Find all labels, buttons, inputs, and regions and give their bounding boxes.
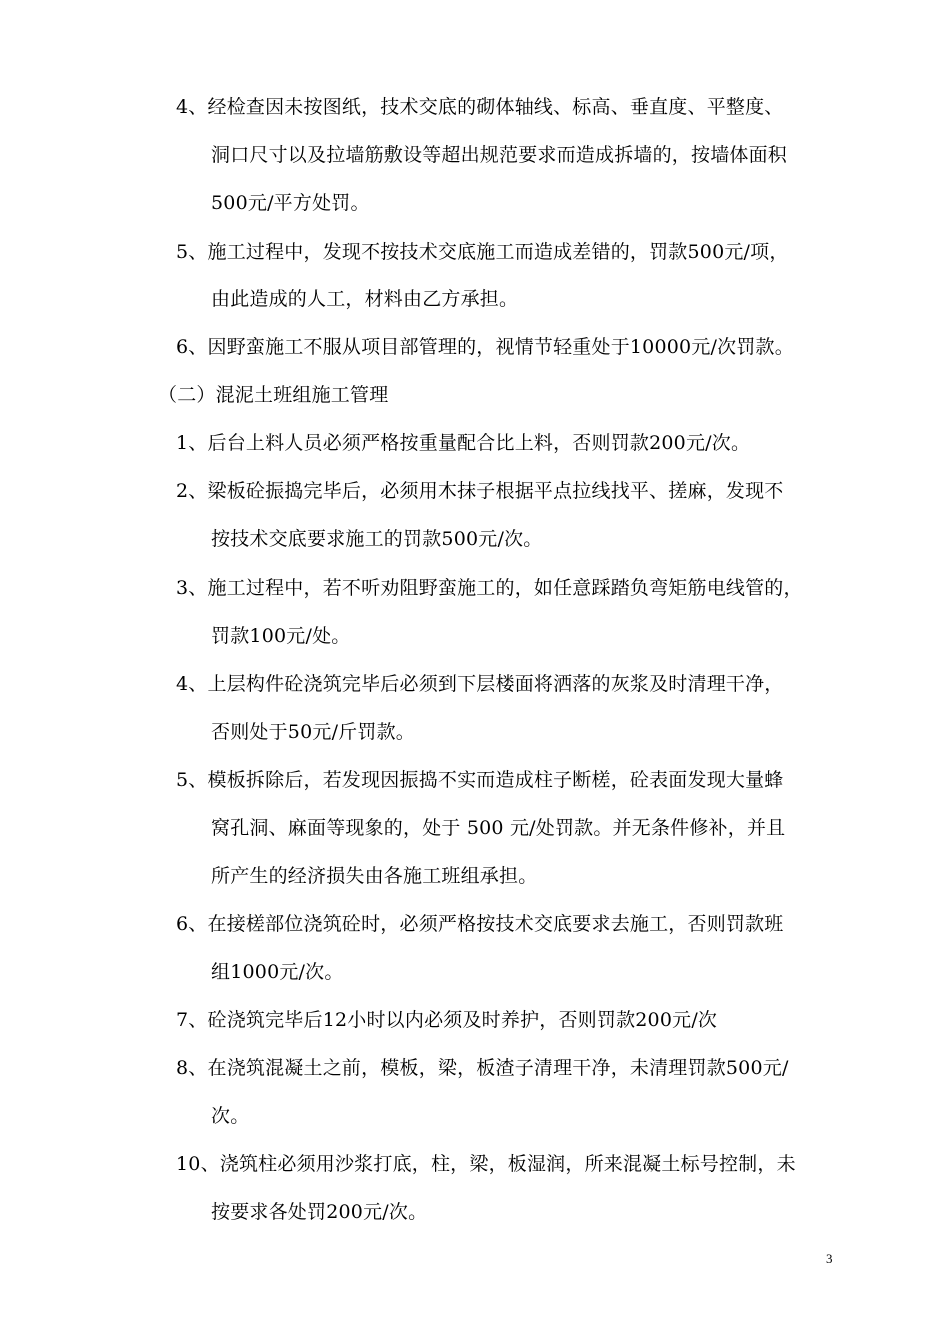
text-line-4: 5、施工过程中，发现不按技术交底施工而造成差错的，罚款500元/项， [176,241,789,263]
text-line-24: 按要求各处罚200元/次。 [211,1201,428,1223]
text-line-10: 按技术交底要求施工的罚款500元/次。 [211,528,543,550]
text-line-17: 所产生的经济损失由各施工班组承担。 [211,865,538,887]
text-line-21: 8、在浇筑混凝土之前，模板，梁，板渣子清理干净，未清理罚款500元/ [176,1057,789,1079]
text-line-5: 由此造成的人工，材料由乙方承担。 [211,288,519,310]
text-line-15: 5、模板拆除后，若发现因振捣不实而造成柱子断槎，砼表面发现大量蜂 [176,769,784,791]
page-number: 3 [826,1251,833,1266]
text-line-23: 10、浇筑柱必须用沙浆打底，柱，梁，板湿润，所来混凝土标号控制，未 [176,1153,796,1175]
text-line-19: 组1000元/次。 [211,961,344,983]
text-line-20: 7、砼浇筑完毕后12小时以内必须及时养护，否则罚款200元/次 [176,1009,718,1031]
text-line-1: 4、经检查因未按图纸，技术交底的砌体轴线、标高、垂直度、平整度、 [176,96,784,118]
text-line-2: 洞口尺寸以及拉墙筋敷设等超出规范要求而造成拆墙的，按墙体面积 [211,144,788,166]
text-line-9: 2、梁板砼振捣完毕后，必须用木抹子根据平点拉线找平、搓麻，发现不 [176,480,784,502]
text-line-13: 4、上层构件砼浇筑完毕后必须到下层楼面将洒落的灰浆及时清理干净， [176,673,784,695]
text-line-6: 6、因野蛮施工不服从项目部管理的，视情节轻重处于10000元/次罚款。 [176,336,794,358]
section-heading: （二）混泥土班组施工管理 [158,384,389,406]
text-line-3: 500元/平方处罚。 [211,192,370,214]
text-line-16: 窝孔洞、麻面等现象的，处于 500 元/处罚款。并无条件修补，并且 [211,817,786,839]
text-line-8: 1、后台上料人员必须严格按重量配合比上料，否则罚款200元/次。 [176,432,751,454]
text-line-18: 6、在接槎部位浇筑砼时，必须严格按技术交底要求去施工，否则罚款班 [176,913,784,935]
text-line-22: 次。 [211,1105,250,1127]
text-line-11: 3、施工过程中，若不听劝阻野蛮施工的，如任意踩踏负弯矩筋电线管的， [176,577,803,599]
text-line-12: 罚款100元/处。 [211,625,351,647]
text-line-14: 否则处于50元/斤罚款。 [211,721,415,743]
